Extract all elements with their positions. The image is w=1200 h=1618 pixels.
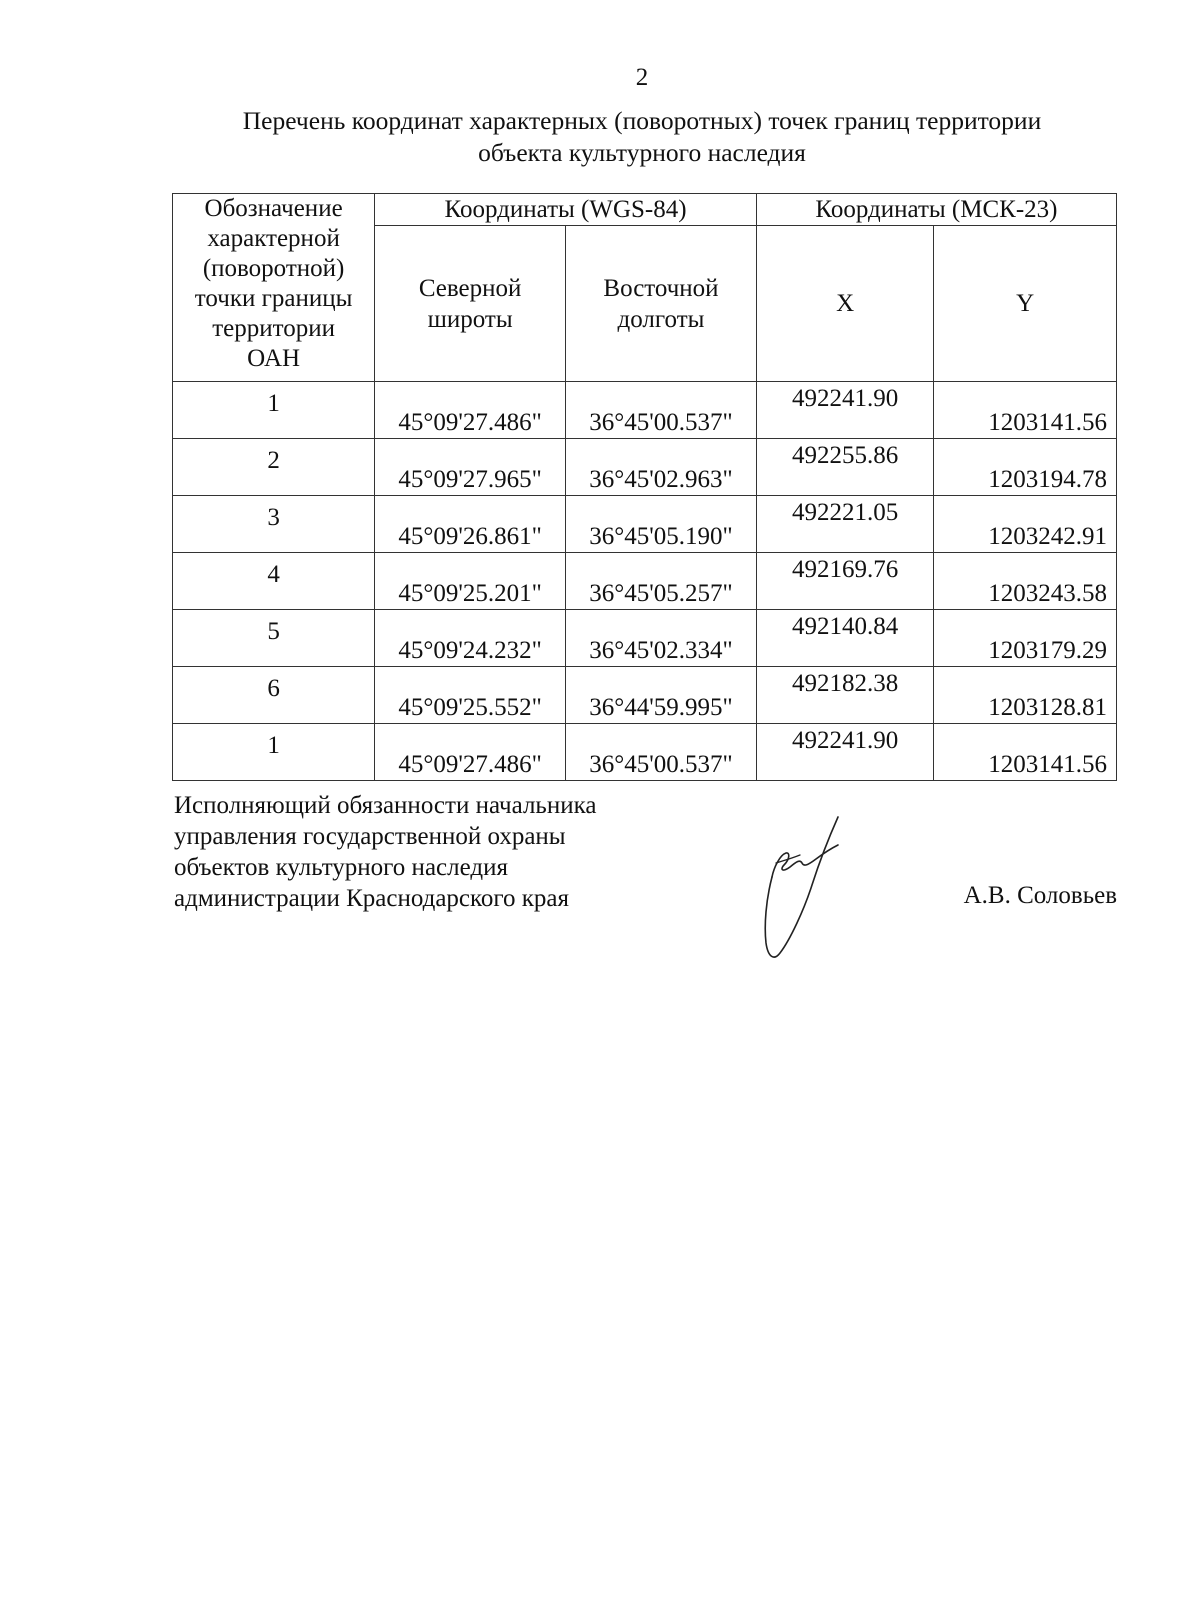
y-cell: 1203128.81	[934, 667, 1117, 724]
signatory-position	[174, 790, 596, 914]
longitude-cell: 36°45'05.190"	[566, 496, 757, 553]
point-cell: 3	[173, 496, 375, 553]
table-row	[173, 724, 1117, 781]
page-number: 2	[635, 64, 649, 91]
x-cell: 492241.90	[756, 724, 933, 781]
longitude-cell: 36°45'02.334"	[566, 610, 757, 667]
y-cell: 1203242.91	[934, 496, 1117, 553]
point-cell: 5	[173, 610, 375, 667]
y-cell: 1203141.56	[934, 724, 1117, 781]
point-cell: 1	[173, 724, 375, 781]
x-cell: 492255.86	[756, 439, 933, 496]
latitude-cell: 45°09'27.965"	[375, 439, 566, 496]
x-cell: 492241.90	[756, 382, 933, 439]
y-cell: 1203179.29	[934, 610, 1117, 667]
header-latitude: Северной широты	[375, 226, 566, 382]
point-cell: 4	[173, 553, 375, 610]
point-cell: 6	[173, 667, 375, 724]
point-cell: 1	[173, 382, 375, 439]
x-cell: 492169.76	[756, 553, 933, 610]
table-row	[173, 610, 1117, 667]
table-row	[173, 439, 1117, 496]
header-point-designation: Обозначение характерной (поворотной) точки границы территории ОАН	[173, 194, 375, 382]
table-row	[173, 382, 1117, 439]
latitude-cell: 45°09'27.486"	[375, 382, 566, 439]
title-line-2: объекта культурного наследия	[478, 138, 806, 167]
signatory-line: Исполняющий обязанности начальника	[174, 792, 597, 819]
y-cell: 1203194.78	[934, 439, 1117, 496]
longitude-cell: 36°45'00.537"	[566, 382, 757, 439]
longitude-cell: 36°45'05.257"	[566, 553, 757, 610]
y-cell: 1203243.58	[934, 553, 1117, 610]
table-row	[173, 496, 1117, 553]
latitude-cell: 45°09'25.201"	[375, 553, 566, 610]
point-cell: 2	[173, 439, 375, 496]
header-longitude: Восточной долготы	[566, 226, 757, 382]
x-cell: 492221.05	[756, 496, 933, 553]
table-row	[173, 667, 1117, 724]
document-title	[172, 105, 1112, 169]
longitude-cell: 36°45'00.537"	[566, 724, 757, 781]
header-y: Y	[934, 226, 1117, 382]
handwritten-signature	[760, 815, 870, 965]
latitude-cell: 45°09'27.486"	[375, 724, 566, 781]
header-x: X	[756, 226, 933, 382]
coordinates-table	[172, 193, 1117, 781]
table-row	[173, 553, 1117, 610]
x-cell: 492140.84	[756, 610, 933, 667]
x-cell: 492182.38	[756, 667, 933, 724]
y-cell: 1203141.56	[934, 382, 1117, 439]
latitude-cell: 45°09'25.552"	[375, 667, 566, 724]
signer-name: А.В. Соловьев	[963, 882, 1117, 909]
header-row-groups	[173, 194, 1117, 226]
header-msk23-group: Координаты (МСК-23)	[756, 194, 1116, 226]
longitude-cell: 36°45'02.963"	[566, 439, 757, 496]
signatory-line: управления государственной охраны	[174, 823, 566, 850]
latitude-cell: 45°09'26.861"	[375, 496, 566, 553]
title-line-1: Перечень координат характерных (поворотных) точек границ территории	[242, 106, 1042, 135]
longitude-cell: 36°44'59.995"	[566, 667, 757, 724]
latitude-cell: 45°09'24.232"	[375, 610, 566, 667]
signatory-line: администрации Краснодарского края	[174, 885, 570, 912]
signatory-line: объектов культурного наследия	[174, 854, 508, 881]
header-wgs84-group: Координаты (WGS-84)	[375, 194, 757, 226]
